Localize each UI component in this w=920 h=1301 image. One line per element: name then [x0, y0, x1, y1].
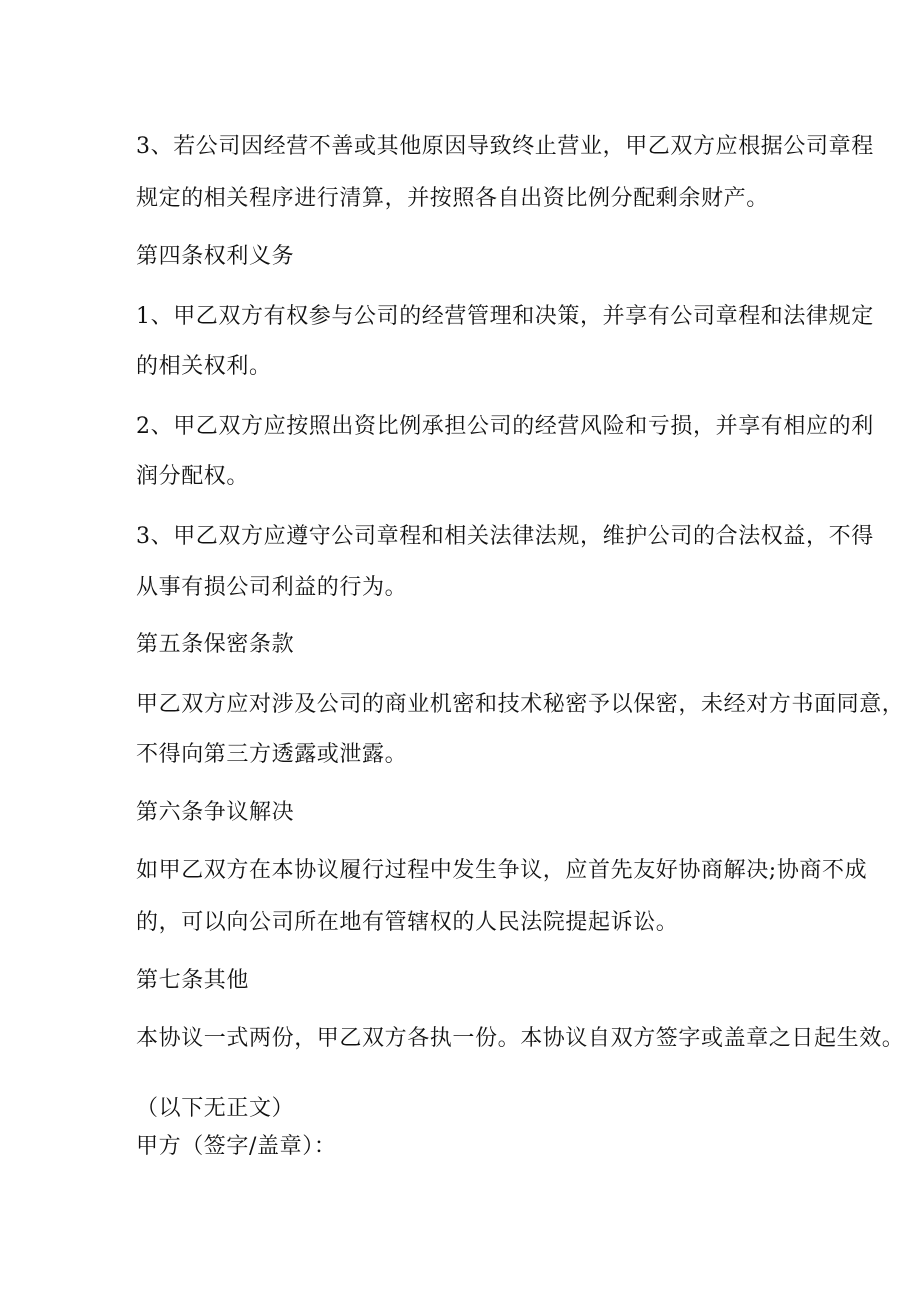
article-5-line-2: 不得向第三方透露或泄露。	[136, 742, 408, 767]
article-6-title: 第六条争议解决	[136, 800, 295, 825]
article-4-item-1-line-1: 1、甲乙双方有权参与公司的经营管理和决策，并享有公司章程和法律规定	[136, 304, 874, 329]
article-6-line-2: 的，可以向公司所在地有管辖权的人民法院提起诉讼。	[136, 910, 679, 935]
article-7-title: 第七条其他	[136, 968, 250, 993]
article-4-item-1-line-2: 的相关权利。	[136, 354, 272, 379]
article-4-item-3-line-2: 从事有损公司利益的行为。	[136, 575, 408, 600]
end-note: （以下无正文）	[136, 1096, 295, 1121]
clause-3-line-2: 规定的相关程序进行清算，并按照各自出资比例分配剩余财产。	[136, 186, 769, 211]
article-4-title: 第四条权利义务	[136, 244, 295, 269]
clause-3-line-1: 3、若公司因经营不善或其他原因导致终止营业，甲乙双方应根据公司章程	[136, 134, 874, 159]
article-4-item-2-line-1: 2、甲乙双方应按照出资比例承担公司的经营风险和亏损，并享有相应的利	[136, 414, 874, 439]
party-a-signature-label: 甲方（签字/盖章）：	[136, 1134, 337, 1159]
article-5-line-1: 甲乙双方应对涉及公司的商业机密和技术秘密予以保密，未经对方书面同意，	[136, 692, 905, 717]
article-4-item-3-line-1: 3、甲乙双方应遵守公司章程和相关法律法规，维护公司的合法权益，不得	[136, 524, 874, 549]
article-5-title: 第五条保密条款	[136, 632, 295, 657]
article-4-item-2-line-2: 润分配权。	[136, 464, 250, 489]
article-6-line-1: 如甲乙双方在本协议履行过程中发生争议，应首先友好协商解决;协商不成	[136, 858, 868, 883]
article-7-line-1: 本协议一式两份，甲乙双方各执一份。本协议自双方签字或盖章之日起生效。	[136, 1026, 905, 1051]
